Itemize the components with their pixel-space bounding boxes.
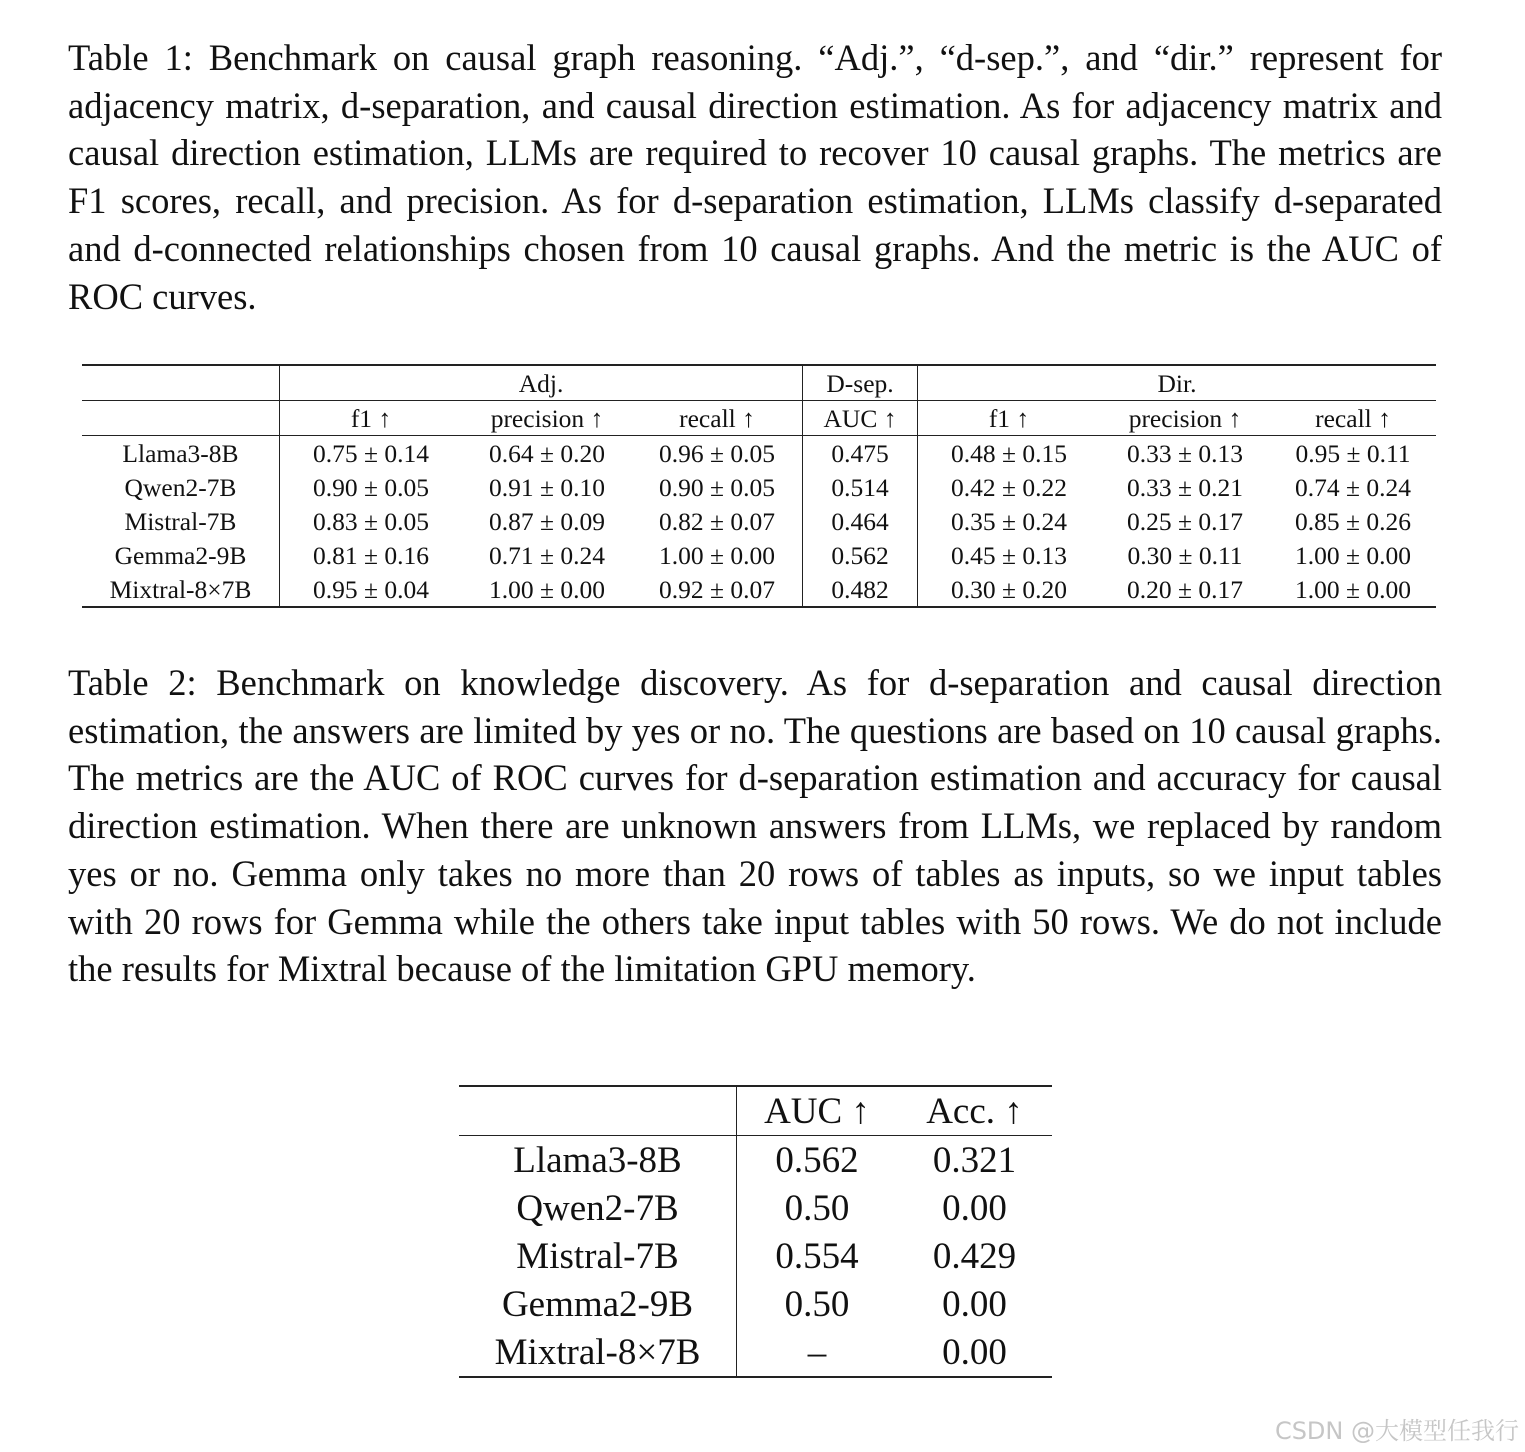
model-name: Mistral-7B [459,1232,737,1280]
cell-dir-recall: 0.74 ± 0.24 [1295,472,1411,502]
table-row [459,1232,1052,1280]
table-row [82,572,1436,607]
table1-causal-graph-reasoning [82,364,1436,608]
table-row [459,1280,1052,1328]
cell-acc: 0.00 [942,1331,1007,1373]
cell-adj-f1: 0.83 ± 0.05 [313,506,429,536]
model-name: Gemma2-9B [459,1280,737,1328]
table2-knowledge-discovery [459,1085,1052,1378]
cell-adj-recall: 0.96 ± 0.05 [632,436,803,471]
cell-dir-precision: 0.30 ± 0.11 [1127,540,1243,570]
cell-auc: 0.554 [775,1235,859,1277]
table2-caption: Table 2: Benchmark on knowledge discovery. As for d-separation and causal direction estimation, the answers are limited by yes or no. The questions are based on 10 causal graphs. The metrics are the AUC of ROC curves for d-separation estimation and accuracy for causal direction estimation. When there are unknown answers from LLMs, we replaced by random yes or no. Gemma only takes no more than 20 rows of tables as inputs, so we input tables with 20 rows for Gemma while the others take input tables with 50 rows. We do not include the results for Mixtral because of the limitation GPU memory. [68,662,1442,990]
table2-col-acc: Acc. ↑ [897,1086,1052,1136]
cell-dir-precision: 0.33 ± 0.13 [1127,438,1243,468]
cell-dir-precision: 0.25 ± 0.17 [1127,506,1243,536]
csdn-watermark: CSDN @大模型任我行 [1274,1417,1519,1445]
cell-dir-f1: 0.42 ± 0.22 [951,472,1067,502]
cell-auc: 0.50 [784,1187,850,1229]
cell-adj-recall: 0.90 ± 0.05 [632,470,803,504]
cell-auc: 0.50 [784,1283,850,1325]
model-name: Gemma2-9B [82,538,280,572]
cell-dir-f1: 0.30 ± 0.20 [951,574,1067,604]
cell-adj-precision: 0.64 ± 0.20 [489,438,605,468]
cell-dsep-auc: 0.475 [803,436,918,471]
cell-acc: 0.00 [942,1187,1007,1229]
cell-dir-recall: 1.00 ± 0.00 [1295,540,1411,570]
cell-dir-precision: 0.20 ± 0.17 [1127,574,1243,604]
model-name: Qwen2-7B [459,1184,737,1232]
cell-adj-f1: 0.95 ± 0.04 [313,574,429,604]
cell-adj-precision: 0.91 ± 0.10 [489,472,605,502]
cell-dir-recall: 0.85 ± 0.26 [1295,506,1411,536]
table1-col-adj-recall: recall ↑ [632,401,803,436]
table-row [459,1136,1052,1185]
table2-header-row [459,1086,1052,1136]
cell-auc: 0.562 [775,1139,859,1181]
cell-auc: – [807,1331,827,1373]
table1-col-dir-f1: f1 ↑ [918,401,1101,436]
table1-col-adj-f1: f1 ↑ [280,401,463,436]
cell-adj-f1: 0.90 ± 0.05 [313,472,429,502]
table1-sub-header-row [82,401,1436,436]
model-name: Mistral-7B [82,504,280,538]
cell-dsep-auc: 0.464 [803,504,918,538]
table1-corner-cell [82,365,280,401]
table2-col-auc: AUC ↑ [737,1086,898,1136]
cell-adj-f1: 0.75 ± 0.14 [313,438,429,468]
cell-adj-precision: 0.87 ± 0.09 [489,506,605,536]
table1-group-header-row [82,365,1436,401]
cell-dir-recall: 1.00 ± 0.00 [1295,574,1411,604]
table-row [82,436,1436,471]
table1-group-dir: Dir. [918,365,1437,401]
model-name: Llama3-8B [459,1136,737,1185]
table-row [459,1184,1052,1232]
table-row [82,538,1436,572]
cell-dir-f1: 0.48 ± 0.15 [951,438,1067,468]
cell-adj-recall: 1.00 ± 0.00 [632,538,803,572]
cell-acc: 0.321 [932,1139,1017,1181]
cell-acc: 0.00 [942,1283,1007,1325]
table-row [82,470,1436,504]
cell-acc: 0.429 [932,1235,1017,1277]
cell-adj-precision: 1.00 ± 0.00 [489,574,605,604]
table-row [459,1328,1052,1377]
cell-dir-recall: 0.95 ± 0.11 [1295,438,1411,468]
cell-dir-precision: 0.33 ± 0.21 [1127,472,1243,502]
cell-dsep-auc: 0.482 [803,572,918,607]
table1-caption: Table 1: Benchmark on causal graph reasoning. “Adj.”, “d-sep.”, and “dir.” represent for adjacency matrix, d-separation, and causal direction estimation. As for adjacency matrix and causal direction estimation, LLMs are required to recover 10 causal graphs. The metrics are F1 scores, recall, and precision. As for d-separation estimation, LLMs classify d-separated and d-connected relationships chosen from 10 causal graphs. And the metric is the AUC of ROC curves. [68,37,1442,317]
model-name: Llama3-8B [82,436,280,471]
table-row [82,504,1436,538]
table1-col-dsep-auc: AUC ↑ [803,401,918,436]
table1-group-adj: Adj. [280,365,803,401]
table2-corner-cell [459,1086,737,1136]
cell-dir-f1: 0.45 ± 0.13 [951,540,1067,570]
cell-adj-f1: 0.81 ± 0.16 [313,540,429,570]
table1-corner-cell-2 [82,401,280,436]
table1-col-dir-precision: precision ↑ [1100,401,1270,436]
model-name: Mixtral-8×7B [82,572,280,607]
model-name: Mixtral-8×7B [459,1328,737,1377]
cell-adj-precision: 0.71 ± 0.24 [489,540,605,570]
model-name: Qwen2-7B [82,470,280,504]
table1-col-dir-recall: recall ↑ [1270,401,1436,436]
cell-adj-recall: 0.92 ± 0.07 [632,572,803,607]
table1-col-adj-precision: precision ↑ [462,401,632,436]
table1-group-dsep: D-sep. [803,365,918,401]
cell-dsep-auc: 0.514 [803,470,918,504]
cell-dsep-auc: 0.562 [803,538,918,572]
cell-dir-f1: 0.35 ± 0.24 [951,506,1067,536]
cell-adj-recall: 0.82 ± 0.07 [632,504,803,538]
